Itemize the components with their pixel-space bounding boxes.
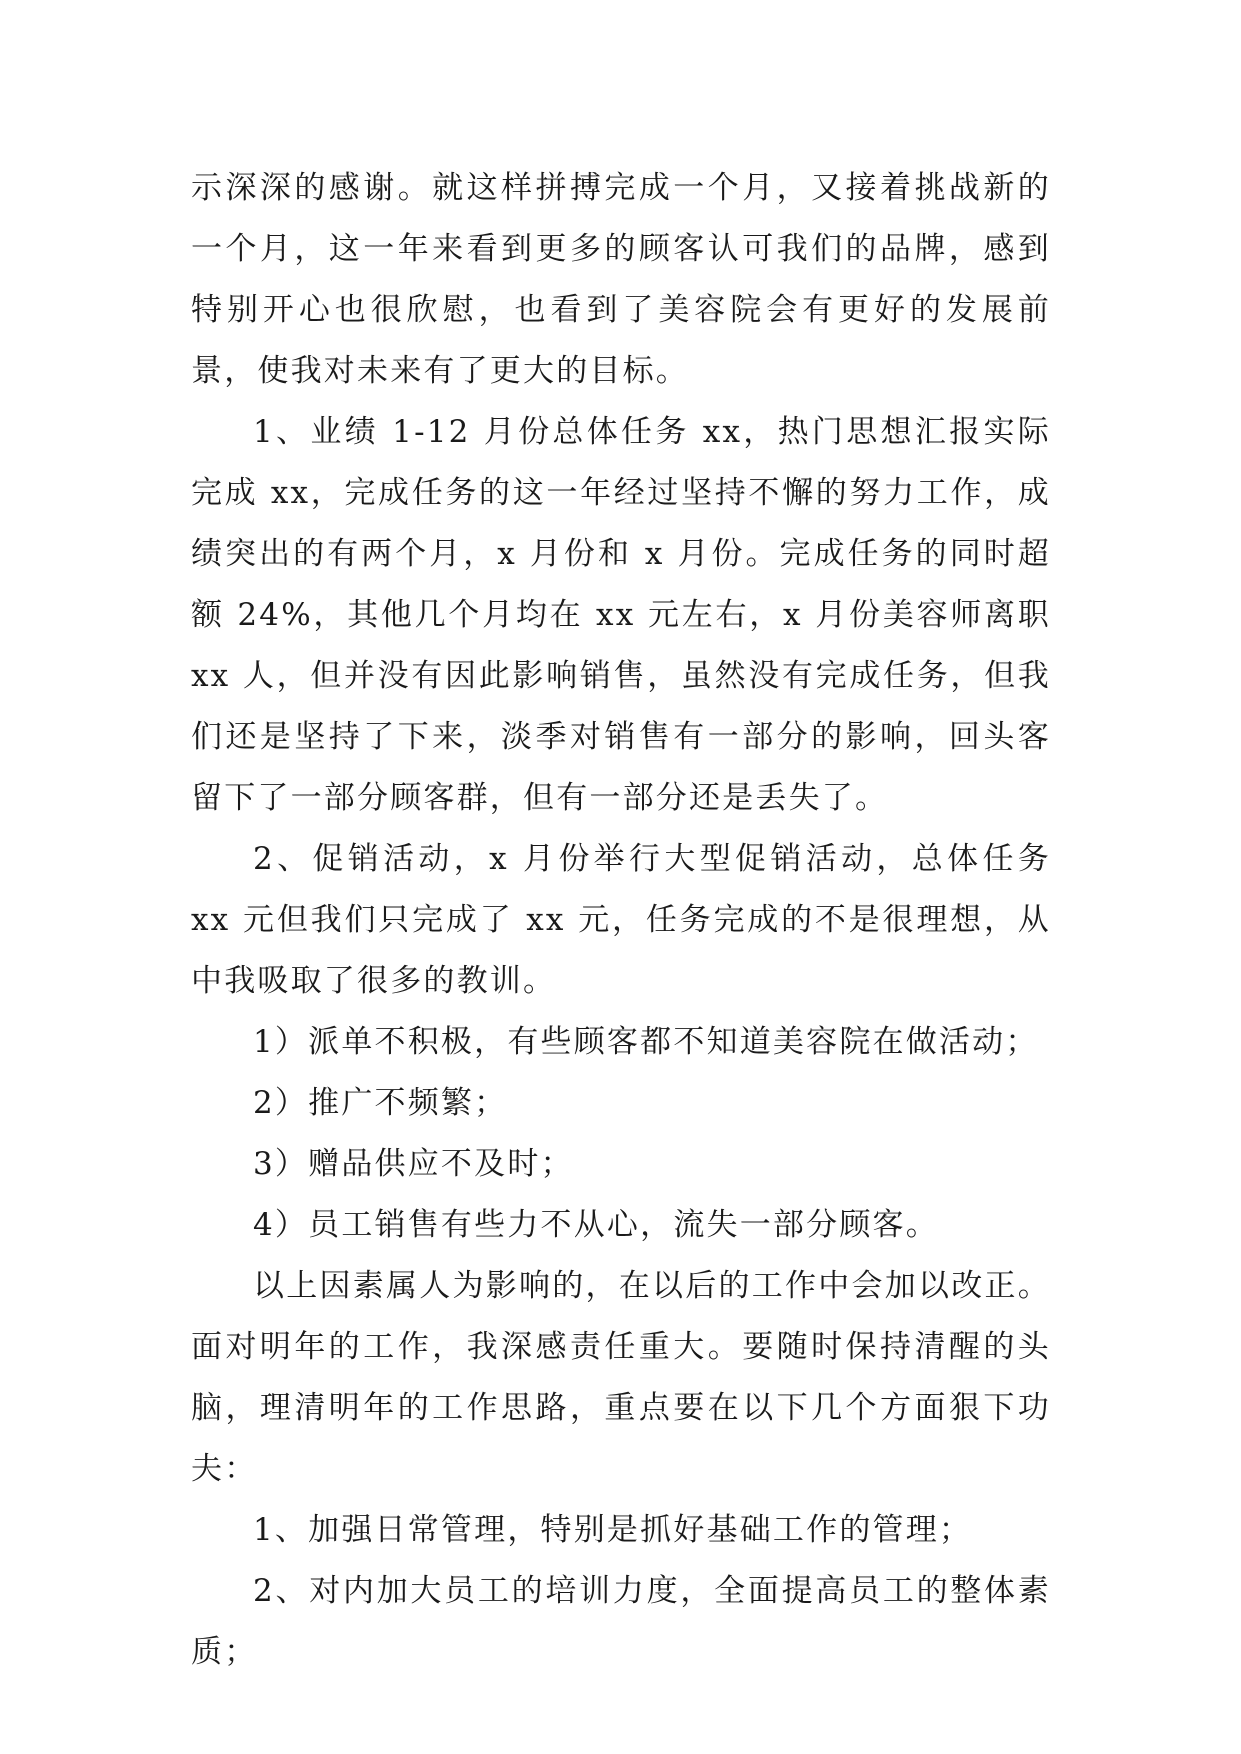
paragraph-7: 4）员工销售有些力不从心，流失一部分顾客。 [253, 1207, 939, 1243]
paragraph-6: 3）赠品供应不及时； [253, 1146, 574, 1182]
paragraph-1: 示深深的感谢。就这样拼搏完成一个月，又接着挑战新的一个月，这一年来看到更多的顾客认可我们的品牌，感到特别开心也很欣慰，也看到了美容院会有更好的发展前景，使我对未来有了更大的目标。 [191, 170, 1051, 389]
paragraph-9: 1、加强日常管理，特别是抓好基础工作的管理； [253, 1512, 973, 1548]
paragraph-10: 2、对内加大员工的培训力度，全面提高员工的整体素质； [191, 1573, 1051, 1670]
paragraph-8: 以上因素属人为影响的，在以后的工作中会加以改正。面对明年的工作，我深感责任重大。要随时保持清醒的头脑，理清明年的工作思路，重点要在以下几个方面狠下功夫： [191, 1268, 1051, 1487]
paragraph-4: 1）派单不积极，有些顾客都不知道美容院在做活动； [253, 1024, 1039, 1060]
paragraph-3: 2、促销活动，x 月份举行大型促销活动，总体任务 xx 元但我们只完成了 xx 元，任务完成的不是很理想，从中我吸取了很多的教训。 [191, 841, 1051, 999]
paragraph-5: 2）推广不频繁； [253, 1085, 508, 1121]
paragraph-2: 1、业绩 1-12 月份总体任务 xx，热门思想汇报实际完成 xx，完成任务的这一年经过坚持不懈的努力工作，成绩突出的有两个月，x 月份和 x 月份。完成任务的同时超额 24%，其他几个月均在 xx 元左右，x 月份美容师离职 xx 人，但并没有因此影响销售，虽然没有完成任务，但我们还是坚持了下来，淡季对销售有一部分的影响，回头客留下了一部分顾客群，但有一部分还是丢失了。 [191, 414, 1051, 816]
document-body [191, 158, 1051, 1683]
